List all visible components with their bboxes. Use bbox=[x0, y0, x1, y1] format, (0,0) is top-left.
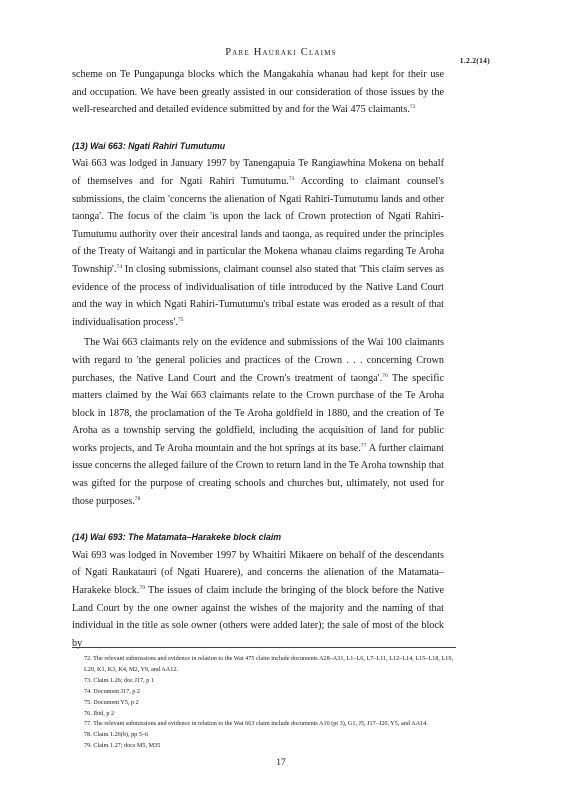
footnote: 79. Claim 1.27; docs M5, M35 bbox=[84, 742, 161, 750]
paragraph-intro: scheme on Te Pungapunga blocks which the Mangakahia whanau had kept for their use and occupation. We have been greatly assisted in our consideration of those issues by the well-researched and detailed evidence submitted by and for the Wai 475 claimants.$^{72}$ bbox=[72, 69, 444, 116]
footnote: 72. The relevant submissions and evidence in relation to the Wai 475 claim include documents A28–A31, L1–L6, L7–L11, L12–L14, L15–L18, L19, L20, K1, K3, K4, M2, Y9, and AA12. bbox=[84, 655, 454, 673]
section-heading-14: (14) Wai 693: The Matamata–Harakeke block claim bbox=[72, 532, 282, 543]
footnote: 75. Document Y5, p 2 bbox=[84, 698, 139, 706]
footnote-ref[interactable]: 79 bbox=[139, 585, 146, 592]
paragraph-13a: Wai 663 was lodged in January 1997 by Tanengapuia Te Rangiawhina Mokena on behalf of themselves and for Ngati Rahiri Tumutumu.$^{73}$ According to claimant counsel's submissions, the claim 'concerns the alienation of Ngati Rahiri-Tumutumu lands and other taonga'. The focus of the claim 'is upon the lack of Crown protection of Ngati Rahiri-Tumutumu authority over their ancestral lands and taonga, as required under the principles of the Treaty of Waitangi and in particular the Mokena whanau claims regarding Te Aroha Township'.$^{74}$ In closing submissions, claimant counsel also stated that 'This claim serves as evidence of the process of individualisation of title introduced by the Native Land Court and the way in which Ngati Rahiri-Tumutumu's tribal estate was eroded as a result of that individualisation process'.$^{75}$ bbox=[72, 158, 444, 328]
paragraph-13b: The Wai 663 claimants rely on the evidence and submissions of the Wai 100 claimants with regard to 'the general policies and practices of the Crown . . . concerning Crown purchases, the Native Land Court and the Crown's treatment of taonga'.$^{76}$ The specific matters claimed by the Wai 663 claimants relate to the Crown purchase of the Te Aroha block in 1878, the proclamation of the Te Aroha goldfield in 1880, and the creation of Te Aroha as a township serving the goldfield, including the acquisition of land for public works projects, and Te Aroha mountain and the hot springs at its base.$^{77}$ A further claimant issue concerns the alleged failure of the Crown to return land in the Te Aroha township that was gifted for the purpose of creating schools and churches but, ultimately, not used for those purposes.$^{78}$ bbox=[72, 337, 444, 507]
footnote-ref[interactable]: 72 bbox=[409, 104, 416, 111]
footnote-ref[interactable]: 74 bbox=[116, 263, 123, 270]
footnote: 74. Document J17, p 2 bbox=[84, 687, 141, 695]
body-text bbox=[72, 66, 444, 652]
footnote: 76. Ibid, p 2 bbox=[84, 709, 115, 717]
footnote-ref[interactable]: 73 bbox=[288, 175, 295, 182]
running-title: Pare Hauraki Claims bbox=[225, 47, 337, 58]
footnotes bbox=[72, 647, 456, 752]
section-heading-13: (13) Wai 663: Ngati Rahiri Tumutumu bbox=[72, 140, 226, 151]
footnote: 78. Claim 1.26(b), pp 5–6 bbox=[84, 731, 149, 739]
page-number: 17 bbox=[276, 758, 286, 768]
section-reference: 1.2.2(14) bbox=[459, 56, 490, 65]
footnote: 73. Claim 1.26; doc J17, p 1 bbox=[84, 676, 154, 684]
footnote-ref[interactable]: 75 bbox=[177, 316, 184, 323]
footnote-ref[interactable]: 77 bbox=[360, 442, 367, 449]
footnote-ref[interactable]: 76 bbox=[382, 372, 388, 379]
paragraph-14: Wai 693 was lodged in November 1997 by Whaitiri Mikaere on behalf of the descendants of Ngati Raukatauri (of Ngati Huarere), and concerns the alienation of the Matamata–Harakeke block.$^{79}$ The issues of claim include the bringing of the block before the Native Land Court by the one owner against the wishes of the majority and the naming of that individual in the title as sole owner (others were added later); the sale of most of the block by bbox=[72, 549, 444, 649]
footnote: 77. The relevant submissions and evidence in relation to the Wai 663 claim include documents A10 (pt 3), G1, J5, J17–J20, Y5, and AA14. bbox=[84, 720, 428, 728]
footnote-ref[interactable]: 78 bbox=[134, 495, 141, 502]
